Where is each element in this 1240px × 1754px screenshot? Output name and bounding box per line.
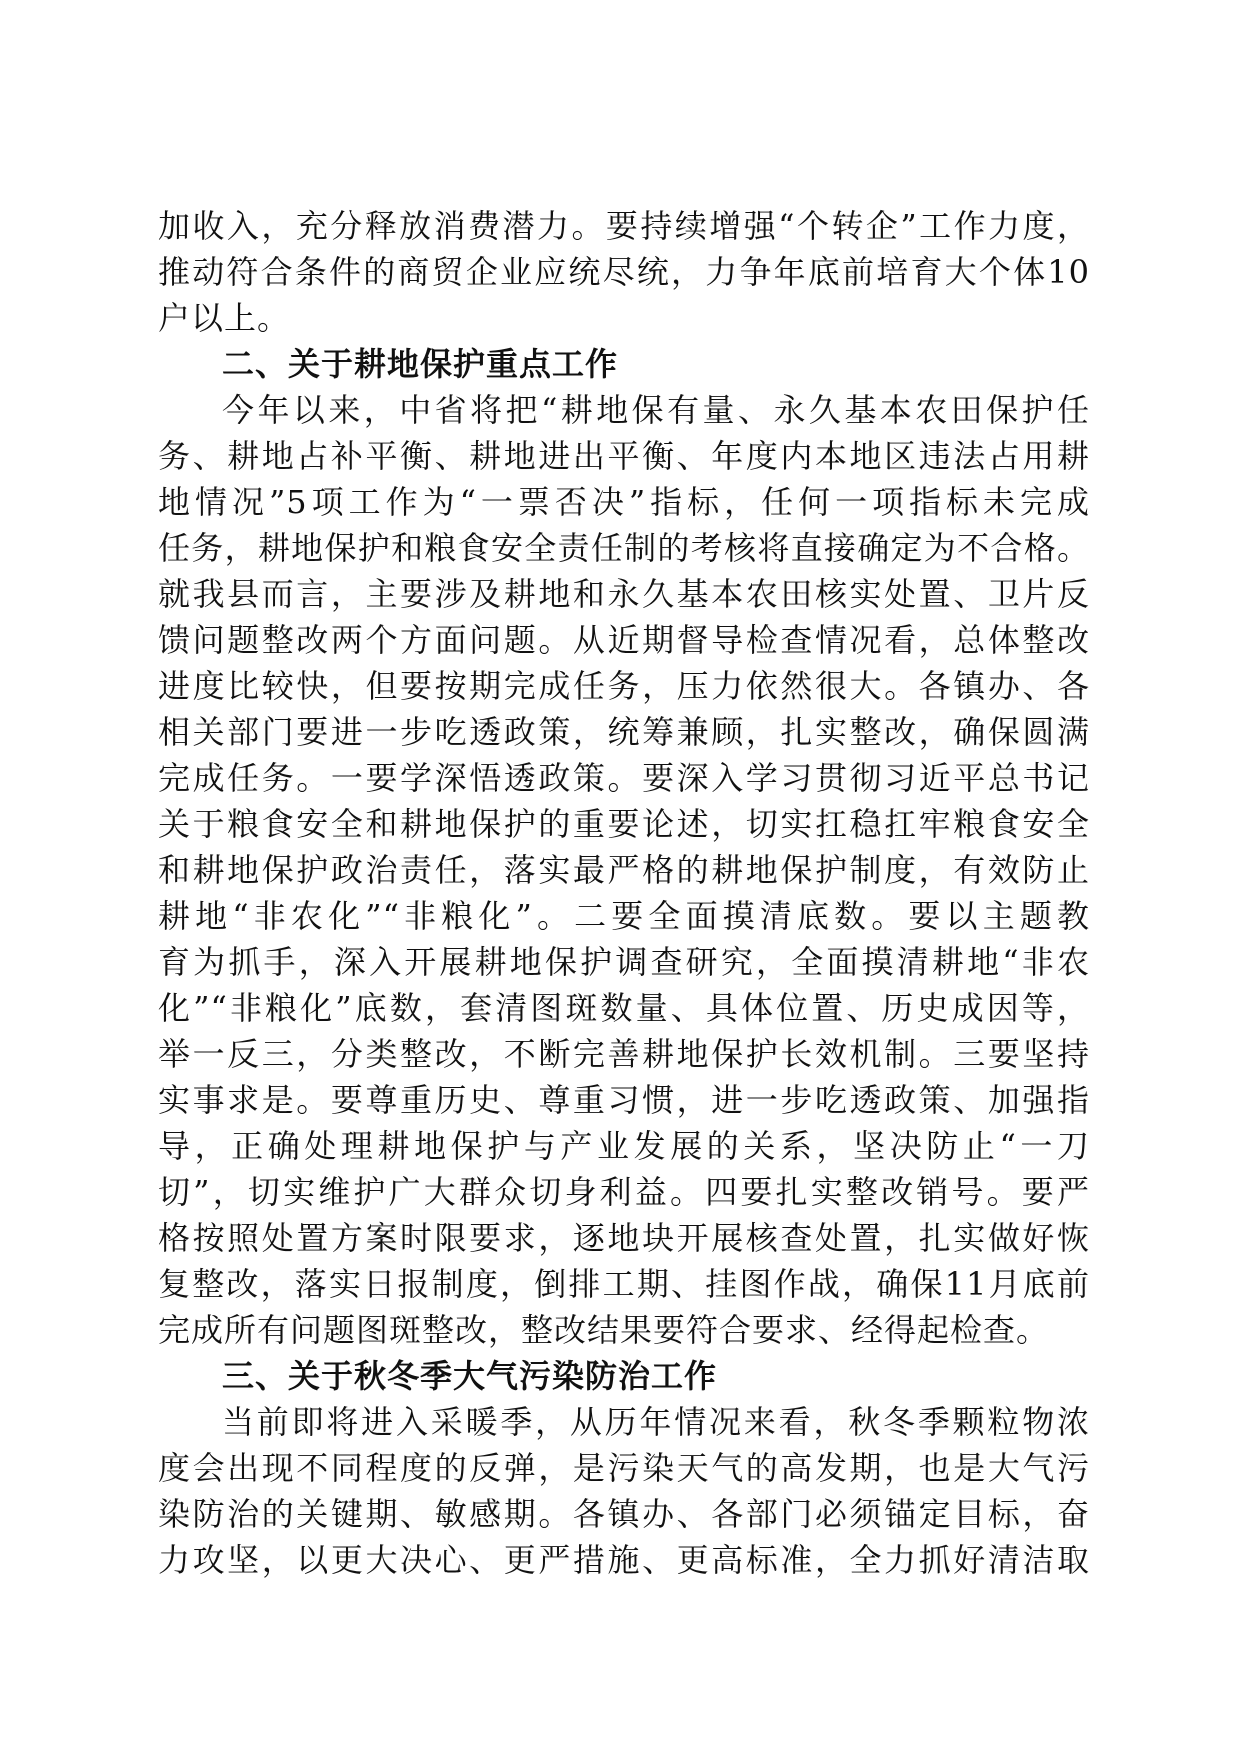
- text-line: 染防治的关键期、敏感期。各镇办、各部门必须锚定目标，奋: [158, 1495, 1090, 1533]
- text-line: 力攻坚，以更大决心、更严措施、更高标准，全力抓好清洁取: [158, 1541, 1090, 1579]
- text-line: 复整改，落实日报制度，倒排工期、挂图作战，确保11月底前: [158, 1265, 1090, 1303]
- section-heading-farmland: 二、关于耕地保护重点工作: [222, 345, 619, 383]
- text-line: 关于粮食安全和耕地保护的重要论述，切实扛稳扛牢粮食安全: [158, 805, 1090, 843]
- text-line: 任务，耕地保护和粮食安全责任制的考核将直接确定为不合格。: [158, 529, 1090, 567]
- text-line: 相关部门要进一步吃透政策，统筹兼顾，扎实整改，确保圆满: [158, 713, 1090, 751]
- text-line: 耕地“非农化”“非粮化”。二要全面摸清底数。要以主题教: [158, 897, 1090, 935]
- farmland-paragraph: [158, 387, 1090, 1353]
- text-line: 今年以来，中省将把“耕地保有量、永久基本农田保护任: [222, 391, 1090, 429]
- text-line: 进度比较快，但要按期完成任务，压力依然很大。各镇办、各: [158, 667, 1090, 705]
- text-line: 度会出现不同程度的反弹，是污染天气的高发期，也是大气污: [158, 1449, 1090, 1487]
- text-line: 馈问题整改两个方面问题。从近期督导检查情况看，总体整改: [158, 621, 1090, 659]
- text-line: 实事求是。要尊重历史、尊重习惯，进一步吃透政策、加强指: [158, 1081, 1090, 1119]
- intro-paragraph: [158, 203, 1090, 341]
- text-line: 举一反三，分类整改，不断完善耕地保护长效机制。三要坚持: [158, 1035, 1090, 1073]
- text-line: 务、耕地占补平衡、耕地进出平衡、年度内本地区违法占用耕: [158, 437, 1090, 475]
- text-line: 推动符合条件的商贸企业应统尽统，力争年底前培育大个体10: [158, 253, 1090, 291]
- text-line: 完成所有问题图斑整改，整改结果要符合要求、经得起检查。: [158, 1311, 1050, 1349]
- text-line: 和耕地保护政治责任，落实最严格的耕地保护制度，有效防止: [158, 851, 1090, 889]
- text-line: 格按照处置方案时限要求，逐地块开展核查处置，扎实做好恢: [158, 1219, 1090, 1257]
- text-line: 当前即将进入采暖季，从历年情况来看，秋冬季颗粒物浓: [222, 1403, 1090, 1441]
- text-line: 切”，切实维护广大群众切身利益。四要扎实整改销号。要严: [158, 1173, 1090, 1211]
- text-line: 地情况”5项工作为“一票否决”指标，任何一项指标未完成: [158, 483, 1090, 521]
- section-heading-air-pollution: 三、关于秋冬季大气污染防治工作: [222, 1357, 718, 1395]
- text-line: 完成任务。一要学深悟透政策。要深入学习贯彻习近平总书记: [158, 759, 1090, 797]
- text-line: 就我县而言，主要涉及耕地和永久基本农田核实处置、卫片反: [158, 575, 1090, 613]
- text-line: 化”“非粮化”底数，套清图斑数量、具体位置、历史成因等，: [158, 989, 1090, 1027]
- text-line: 育为抓手，深入开展耕地保护调查研究，全面摸清耕地“非农: [158, 943, 1090, 981]
- text-line: 导，正确处理耕地保护与产业发展的关系，坚决防止“一刀: [158, 1127, 1090, 1165]
- text-line: 户以上。: [158, 299, 291, 337]
- air-pollution-paragraph: [158, 1399, 1090, 1583]
- text-line: 加收入，充分释放消费潜力。要持续增强“个转企”工作力度，: [158, 207, 1090, 245]
